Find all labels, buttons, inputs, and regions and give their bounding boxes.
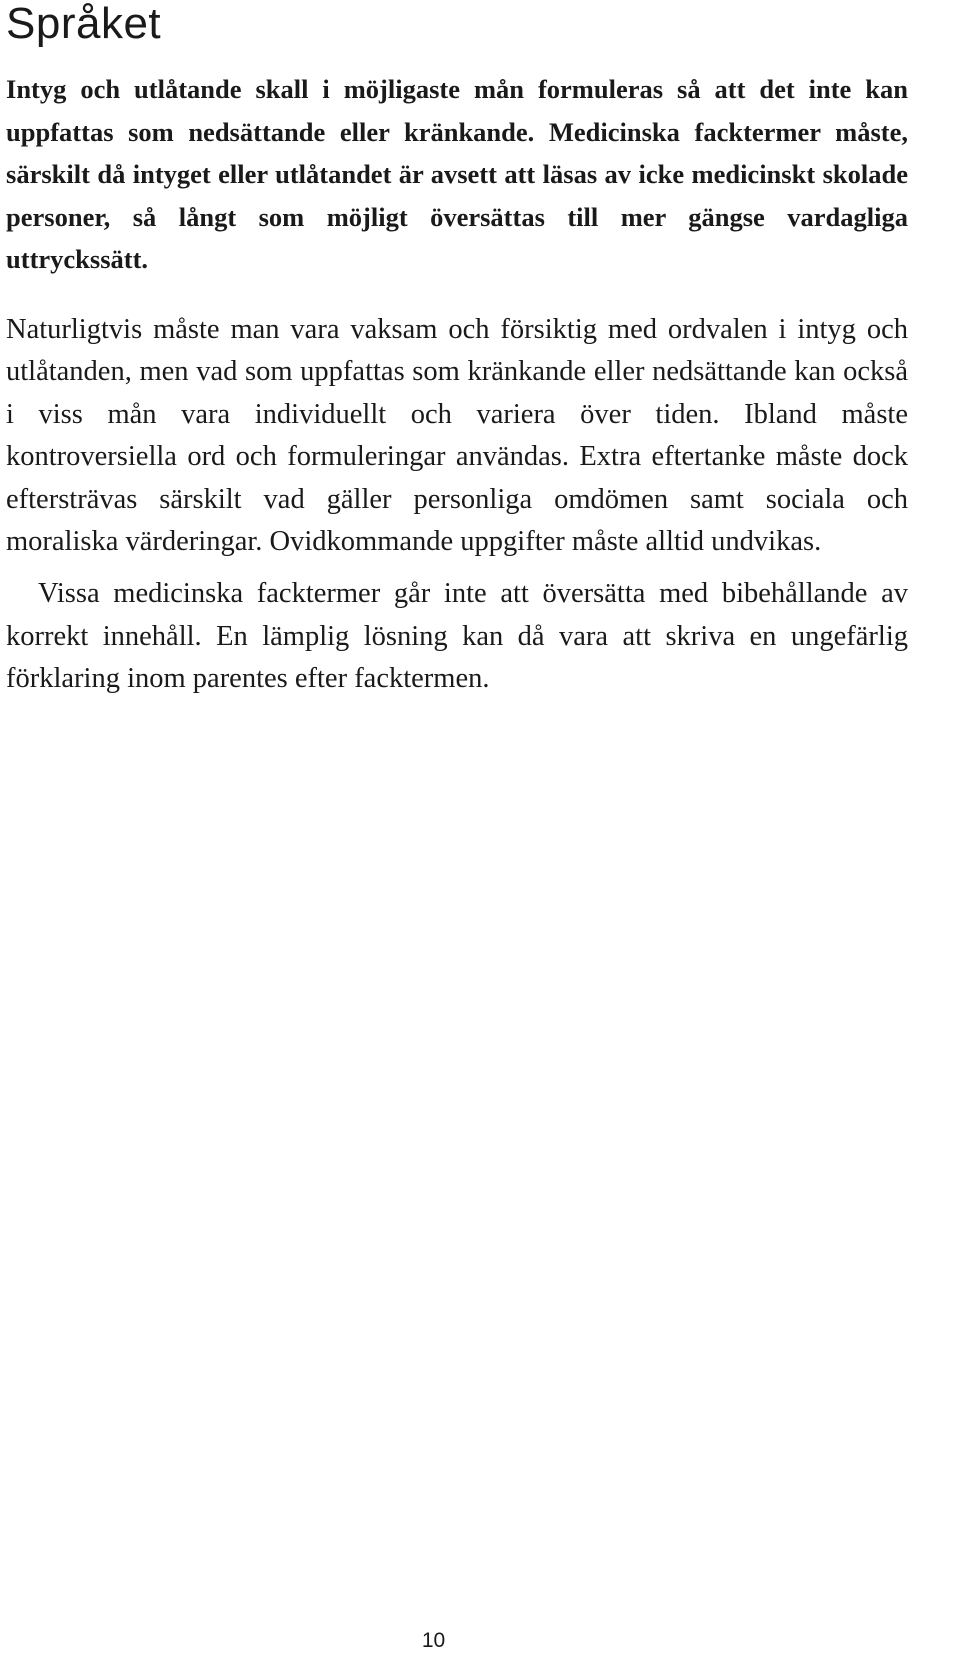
section-heading: Språket — [6, 0, 162, 48]
body-paragraph-1: Naturligtvis måste man vara vaksam och försiktig med ordvalen i intyg och utlåtanden, men vad som uppfattas som kränkande eller nedsättande kan också i viss mån vara individuellt och variera över tiden. Ibland måste kontroversiella ord och formuleringar användas. Extra eftertanke måste dock eftersträvas särskilt vad gäller personliga omdömen samt sociala och moraliska värderingar. Ovidkommande uppgifter måste alltid undvikas. — [6, 313, 908, 557]
document-page — [6, 0, 908, 701]
body-paragraph-2: Vissa medicinska facktermer går inte att översätta med bibehållande av korrekt innehåll. En lämplig lösning kan då vara att skriva en ungefärlig förklaring inom parentes efter facktermen. — [6, 578, 908, 695]
page-number: 10 — [421, 1629, 446, 1652]
lead-paragraph: Intyg och utlåtande skall i möjligaste mån formuleras så att det inte kan uppfattas som nedsättande eller kränkande. Medicinska facktermer måste, särskilt då intyget eller utlåtandet är avsett att läsas av icke medicinskt skolade personer, så långt som möjligt översättas till mer gängse vardagliga uttryckssätt. — [6, 74, 908, 275]
